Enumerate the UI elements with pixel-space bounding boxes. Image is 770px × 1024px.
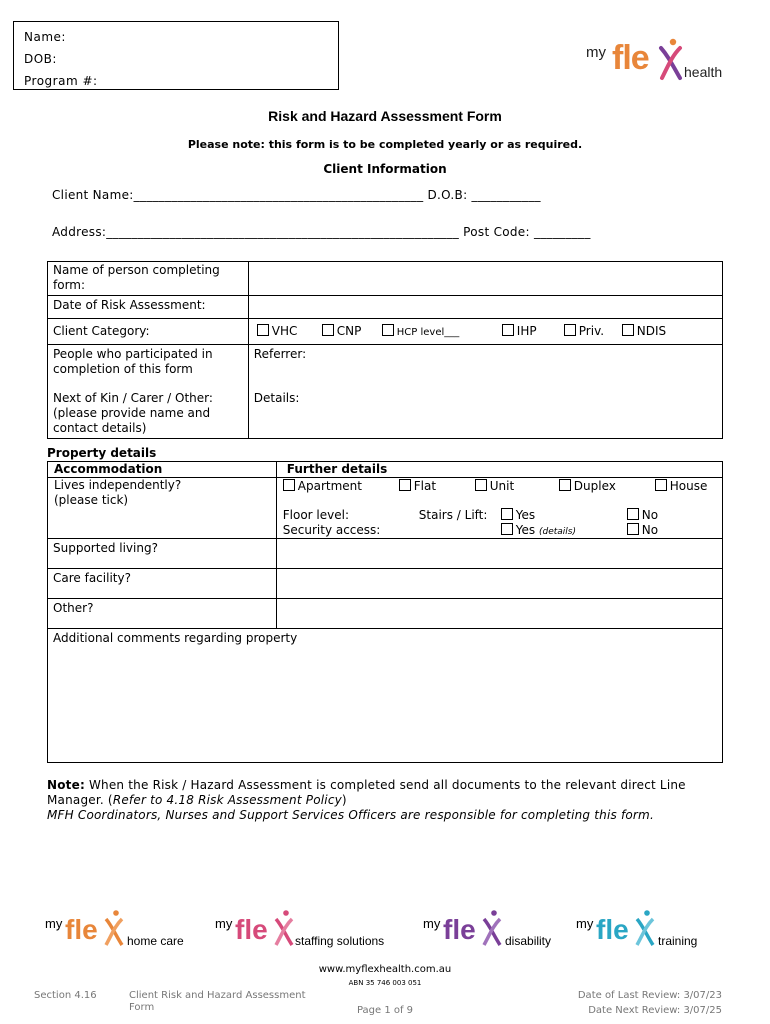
checkbox-icon[interactable] — [655, 479, 667, 491]
checkbox-icon[interactable] — [502, 324, 514, 336]
supported-living-field[interactable] — [276, 539, 722, 569]
checkbox-icon[interactable] — [382, 324, 394, 336]
client-category-label: Client Category: — [48, 319, 249, 345]
name-label: Name: — [24, 30, 66, 44]
security-no[interactable]: No — [627, 523, 658, 538]
flex-x-figure-icon — [481, 910, 503, 948]
referrer-label: Referrer: — [253, 347, 307, 361]
checkbox-icon[interactable] — [257, 324, 269, 336]
checkbox-icon[interactable] — [627, 523, 639, 535]
client-details-table — [47, 261, 723, 439]
checkbox-icon[interactable] — [283, 479, 295, 491]
footer-page: Page 1 of 9 — [356, 1005, 414, 1016]
checkbox-icon[interactable] — [501, 508, 513, 520]
supported-living-label: Supported living? — [48, 539, 277, 569]
additional-comments-label: Additional comments regarding property — [53, 631, 298, 645]
stairs-no[interactable]: No — [627, 508, 658, 523]
other-label: Other? — [48, 599, 277, 629]
further-details-cell — [276, 462, 722, 539]
form-title: Risk and Hazard Assessment Form — [268, 108, 502, 124]
lives-label: Lives independently? — [54, 478, 182, 492]
completing-field[interactable] — [248, 262, 722, 296]
client-info-heading: Client Information — [323, 162, 447, 176]
logo-staffing-solutions: my fle staffing solutions — [215, 908, 415, 952]
myflexhealth-logo: my fle health — [586, 39, 723, 80]
flex-x-figure-icon — [103, 910, 125, 948]
details-label: Details: — [253, 391, 300, 405]
floor-level-label: Floor level: — [282, 508, 350, 522]
client-name-line[interactable]: Client Name:______________________________________________ D.O.B: ___________ — [52, 188, 541, 202]
policy-reference: Refer to 4.18 Risk Assessment Policy — [112, 793, 342, 807]
dob-label: DOB: — [24, 52, 57, 66]
logo-training: my fle training — [576, 908, 726, 952]
stairs-lift-label: Stairs / Lift: — [418, 508, 488, 522]
checkbox-icon[interactable] — [559, 479, 571, 491]
client-category-options — [248, 319, 722, 345]
checkbox-icon[interactable] — [322, 324, 334, 336]
security-yes[interactable]: Yes (details) — [501, 523, 576, 540]
program-label: Program #: — [24, 74, 98, 88]
participants-label: People who participated in completion of this form — [53, 347, 213, 376]
referrer-cell[interactable] — [248, 345, 722, 439]
address-line[interactable]: Address:________________________________________________________ Post Code: _________ — [52, 225, 591, 239]
form-note: Please note: this form is to be completed yearly or as required. — [187, 138, 583, 151]
checkbox-icon[interactable] — [627, 508, 639, 520]
checkbox-icon[interactable] — [399, 479, 411, 491]
checkbox-icon[interactable] — [564, 324, 576, 336]
completing-label: Name of person completing form: — [48, 262, 249, 296]
accommodation-cell — [48, 462, 277, 539]
participants-cell — [48, 345, 249, 439]
checkbox-icon[interactable] — [501, 523, 513, 535]
category-cnp[interactable]: CNP — [322, 324, 362, 339]
further-details-header: Further details — [277, 462, 722, 478]
opt-flat[interactable]: Flat — [399, 479, 436, 494]
risk-date-field[interactable] — [248, 296, 722, 319]
accommodation-header: Accommodation — [48, 462, 276, 478]
property-heading: Property details — [47, 446, 157, 460]
additional-comments-field[interactable] — [48, 629, 723, 763]
footer-doc-name: Client Risk and Hazard Assessment Form — [129, 990, 306, 1013]
note-block: Note: When the Risk / Hazard Assessment is completed send all documents to the relevant direct Line Manager. (Refer to 4.18 Risk Assessment Policy) MFH Coordinators, Nurses and Support Services Officers are responsible for completing this form. — [47, 778, 686, 822]
flex-x-figure-icon — [634, 910, 656, 948]
checkbox-icon[interactable] — [475, 479, 487, 491]
care-facility-field[interactable] — [276, 569, 722, 599]
care-facility-label: Care facility? — [48, 569, 277, 599]
footer-next-review: Date Next Review: 3/07/25 — [588, 1005, 722, 1016]
property-table — [47, 461, 723, 763]
checkbox-icon[interactable] — [622, 324, 634, 336]
footer-section: Section 4.16 — [34, 990, 97, 1001]
logo-home-care: my fle home care — [45, 908, 205, 952]
abn-text: ABN 35 746 003 051 — [348, 979, 422, 987]
website-link[interactable]: www.myflexhealth.com.au — [318, 964, 452, 975]
opt-apartment[interactable]: Apartment — [283, 479, 362, 494]
flex-x-figure-icon — [658, 38, 684, 82]
security-access-label: Security access: — [282, 523, 381, 537]
client-id-box — [13, 21, 339, 90]
opt-unit[interactable]: Unit — [475, 479, 514, 494]
stairs-yes[interactable]: Yes — [501, 508, 535, 523]
category-priv[interactable]: Priv. — [564, 324, 604, 339]
tick-label: (please tick) — [54, 493, 129, 507]
category-ndis[interactable]: NDIS — [622, 324, 666, 339]
category-vhc[interactable]: VHC — [257, 324, 298, 339]
other-field[interactable] — [276, 599, 722, 629]
logo-disability: my fle disability — [423, 908, 573, 952]
footer-last-review: Date of Last Review: 3/07/23 — [577, 990, 722, 1001]
risk-date-label: Date of Risk Assessment: — [48, 296, 249, 319]
opt-duplex[interactable]: Duplex — [559, 479, 616, 494]
category-hcp[interactable]: HCP level___ — [382, 324, 460, 340]
flex-x-figure-icon — [273, 910, 295, 948]
kin-label: Next of Kin / Carer / Other: (please provide name and contact details) — [53, 391, 213, 435]
category-ihp[interactable]: IHP — [502, 324, 537, 339]
opt-house[interactable]: House — [655, 479, 708, 494]
